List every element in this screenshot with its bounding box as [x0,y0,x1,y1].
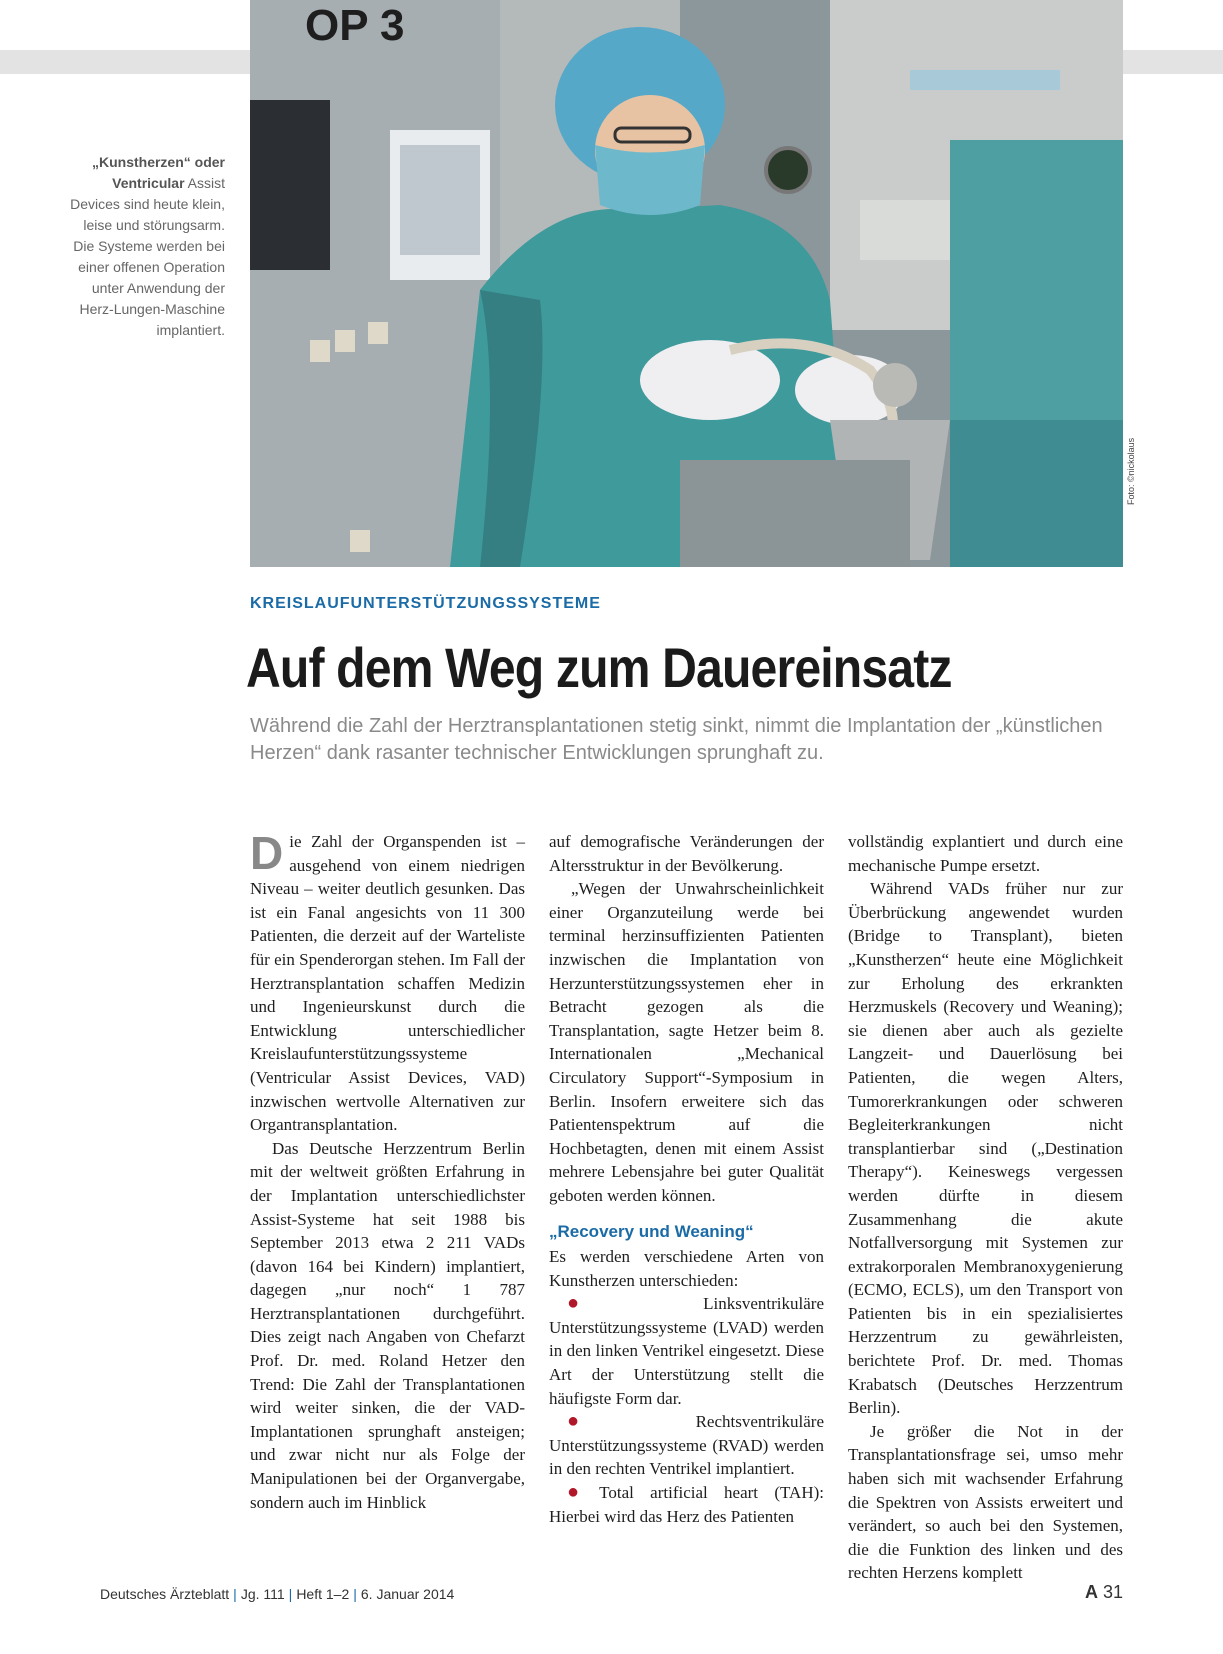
article-headline: Auf dem Weg zum Dauereinsatz [246,636,952,699]
bullet-icon: ● [567,1481,592,1504]
photo-credit: Foto: ©nickolaus [1126,437,1136,505]
section-subheading: „Recovery und Weaning“ [549,1221,754,1241]
page-number: A 31 [1084,1582,1123,1602]
bullet-icon: ● [567,1292,696,1315]
article-lead: Während die Zahl der Herztransplantationen stetig sinkt, nimmt die Implantation der „künstlichen Herzen“ dank rasanter technischer Entwicklungen sprunghaft zu. [250,715,1103,764]
list-item: ● Linksventrikuläre Unterstützungssysteme (LVAD) werden in den linken Ventrikel eingesetzt. Diese Art der Unterstützung stellt die häufigste Form dar. [549,1292,824,1408]
paragraph: Es werden verschiedene Arten von Kunstherzen unterschieden: [549,1247,824,1290]
paragraph: vollständig explantiert und durch eine mechanische Pumpe ersetzt. [848,832,1123,875]
bullet-icon: ● [567,1410,688,1433]
paragraph: Die Zahl der Organspenden ist – ausgehend von einem niedrigen Niveau – weiter deutlich gesunken. Das ist ein Fanal angesichts von 11 300 Patienten, die derzeit auf der Warteliste für ein Spenderorgan stehen. Im Fall der Herztransplantation schaffen Medizin und Ingenieurskunst durch die Entwicklung unterschiedlicher Kreislaufunterstützungssysteme (Ventricular Assist Devices, VAD) inzwischen wertvolle Alternativen zur Organtransplantation. [250,827,525,1135]
paragraph: Während VADs früher nur zur Überbrückung angewendet wurden (Bridge to Transplant), bieten „Kunstherzen“ heute eine Möglichkeit zur Erholung des erkrankten Herzmuskels (Recovery und Weaning); sie dienen aber auch als gezielte Langzeit- und Dauerlösung bei Patienten, die wegen Alters, Tumorerkrankungen oder schweren Begleiterkrankungen nicht transplantierbar sind („Destination Therapy“). Keineswegs vergessen werden dürfte in diesem Zusammenhang die akute Notfallversorgung mit Systemen zur extrakorporalen Membranoxygenierung (ECMO, ECLS), um den Transport von Patienten bis in ein spezialisiertes Herzzentrum zu gewährleisten, berichtete Prof. Dr. med. Thomas Krabatsch (Deutsches Herzzentrum Berlin). [848,879,1123,1418]
footer-separator: | [353,1586,357,1602]
page-footer [100,1582,1123,1602]
journal-volume: Jg. 111 [240,1586,285,1602]
journal-issue: Heft 1–2 [296,1586,350,1602]
paragraph: „Wegen der Unwahrscheinlichkeit einer Organzuteilung werde bei terminal herzinsuffizienten Patienten inzwischen die Implantation von Herzunterstützungssystemen eher in Betracht gezogen als die Transplantation, sagte Hetzer beim 8. Internationalen „Mechanical Circulatory Support“-Symposium in Berlin. Insofern erweitere sich das Patientenspektrum auf die Hochbetagten, denen mit einem Assist mehrere Lebensjahre bei guter Qualität geboten werden können. [549,879,824,1205]
article-kicker: KREISLAUFUNTERSTÜTZUNGSSYSTEME [250,595,601,612]
caption-bold: „Kunstherzen“ oder Ventricular [91,154,225,191]
paragraph: auf demografische Veränderungen der Altersstruktur in der Bevölkerung. [549,832,824,875]
list-item: ● Total artificial heart (TAH): Hierbei wird das Herz des Patienten [549,1481,824,1526]
journal-date: 6. Januar 2014 [360,1586,455,1602]
article-photo [250,0,1123,567]
column-3 [848,830,1123,1585]
paragraph: Das Deutsche Herzzentrum Berlin mit der weltweit größten Erfahrung in der Implantation unterschiedlichster Assist-Systeme hat seit 1988 bis September 2013 etwa 2 211 VADs (davon 164 bei Kindern) implantiert, dagegen „nur noch“ 1 787 Herztransplantationen durchgeführt. Dies zeigt nach Angaben von Chefarzt Prof. Dr. med. Roland Hetzer den Trend: Die Zahl der Transplantationen wird weiter sinken, die der VAD-Implantationen sprunghaft ansteigen; und zwar nicht nur als Folge der Manipulationen bei der Organvergabe, sondern auch im Hinblick [250,1138,525,1512]
drop-cap: D [250,827,284,879]
column-2 [549,830,824,1528]
footer-separator: | [288,1586,293,1602]
caption-text: Assist Devices sind heute klein, leise und störungsarm. Die Systeme werden bei einer offenen Operation unter Anwendung der Herz-Lungen-Maschine implantiert. [70,175,225,338]
footer-separator: | [233,1586,237,1602]
room-sign: OP 3 [305,1,405,50]
column-1 [250,827,525,1514]
photo-caption [60,152,225,341]
list-item: ● Rechtsventrikuläre Unterstützungssysteme (RVAD) werden in den rechten Ventrikel implantiert. [549,1410,824,1479]
paragraph: Je größer die Not in der Transplantationsfrage sei, umso mehr haben sich mit wachsender Erfahrung die Spektren von Assists erweitert und verändert, so auch bei den Systemen, die die Funktion des linken und des rechten Herzens komplett [848,1421,1123,1583]
operating-room-illustration [250,0,1123,567]
journal-name: Deutsches Ärzteblatt [100,1586,230,1602]
